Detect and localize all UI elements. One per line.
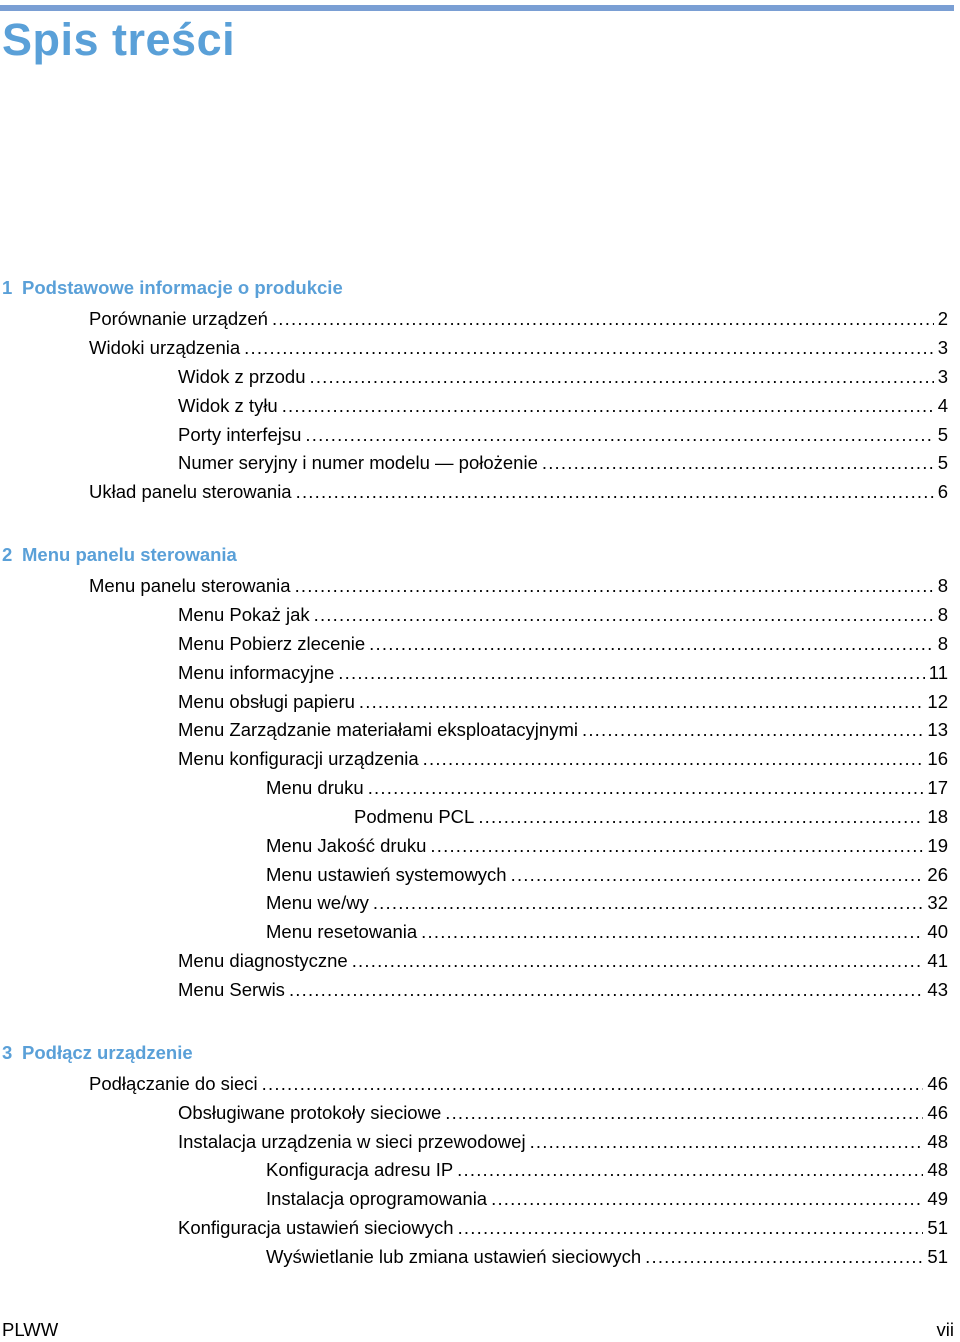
toc-entry-page: 46 — [927, 1102, 948, 1123]
toc-entry[interactable] — [178, 602, 948, 628]
toc-entry[interactable] — [178, 717, 948, 743]
toc-entry-label: Menu Pobierz zlecenie — [178, 633, 366, 654]
toc-entry-label: Instalacja oprogramowania — [266, 1188, 488, 1209]
toc-entry-page: 48 — [927, 1159, 948, 1180]
dot-leader — [296, 479, 934, 505]
toc-entry[interactable] — [178, 746, 948, 772]
toc-entry[interactable] — [89, 335, 948, 361]
dot-leader — [272, 306, 934, 332]
toc-entry-label: Konfiguracja ustawień sieciowych — [178, 1217, 454, 1238]
toc-entry-page: 19 — [927, 835, 948, 856]
dot-leader — [491, 1186, 923, 1212]
toc-entry-label: Menu druku — [266, 777, 364, 798]
dot-leader — [458, 1215, 924, 1241]
dot-leader — [282, 393, 934, 419]
dot-leader — [457, 1157, 923, 1183]
dot-leader — [530, 1129, 924, 1155]
toc-entry[interactable] — [178, 660, 948, 686]
toc-entry-page: 2 — [937, 308, 948, 329]
chapter-title: Podłącz urządzenie — [22, 1042, 193, 1063]
toc-entry-label: Menu diagnostyczne — [178, 950, 348, 971]
chapter-title: Podstawowe informacje o produkcie — [22, 277, 343, 298]
toc-entry[interactable] — [266, 1157, 948, 1183]
toc-entry-label: Podłączanie do sieci — [89, 1073, 258, 1094]
toc-entry[interactable] — [178, 631, 948, 657]
dot-leader — [478, 804, 923, 830]
toc-entry[interactable] — [266, 862, 948, 888]
toc-entry[interactable] — [178, 422, 948, 448]
toc-entry-page: 3 — [937, 366, 948, 387]
dot-leader — [310, 364, 934, 390]
toc-entry-label: Widok z tyłu — [178, 395, 278, 416]
toc-entry-label: Menu Zarządzanie materiałami eksploatacyjnymi — [178, 719, 578, 740]
toc-entry[interactable] — [178, 450, 948, 476]
toc-entry-label: Obsługiwane protokoły sieciowe — [178, 1102, 442, 1123]
dot-leader — [314, 602, 934, 628]
page-title: Spis treści — [2, 14, 236, 65]
toc-entry[interactable] — [178, 977, 948, 1003]
dot-leader — [338, 660, 924, 686]
dot-leader — [542, 450, 934, 476]
toc-entry[interactable] — [89, 479, 948, 505]
toc-entry-label: Menu ustawień systemowych — [266, 864, 507, 885]
toc-entry-label: Wyświetlanie lub zmiana ustawień sieciowych — [266, 1246, 642, 1267]
toc-entry-label: Menu Serwis — [178, 979, 285, 1000]
toc-entry-label: Widok z przodu — [178, 366, 306, 387]
toc-entry[interactable] — [266, 919, 948, 945]
toc-entry-label: Menu resetowania — [266, 921, 418, 942]
dot-leader — [244, 335, 934, 361]
toc-entry-page: 13 — [927, 719, 948, 740]
toc-entry-page: 4 — [937, 395, 948, 416]
toc-entry-page: 6 — [937, 481, 948, 502]
dot-leader — [421, 919, 923, 945]
toc-entry-label: Konfiguracja adresu IP — [266, 1159, 454, 1180]
toc-entry-page: 46 — [927, 1073, 948, 1094]
toc-entry-page: 8 — [937, 633, 948, 654]
toc-entry[interactable] — [266, 1186, 948, 1212]
toc-entry-page: 5 — [937, 424, 948, 445]
toc-entry-label: Porty interfejsu — [178, 424, 302, 445]
toc-entry-label: Menu we/wy — [266, 892, 369, 913]
toc-entry[interactable] — [266, 775, 948, 801]
toc-entry[interactable] — [89, 306, 948, 332]
dot-leader — [369, 631, 934, 657]
dot-leader — [368, 775, 924, 801]
chapter-number: 1 — [2, 277, 13, 298]
chapter-number: 3 — [2, 1042, 13, 1063]
toc-entry-page: 18 — [927, 806, 948, 827]
dot-leader — [645, 1244, 923, 1270]
footer-doc-code: PLWW — [2, 1319, 59, 1340]
toc-entry[interactable] — [178, 689, 948, 715]
dot-leader — [430, 833, 923, 859]
toc-entry[interactable] — [266, 1244, 948, 1270]
toc-entry-page: 32 — [927, 892, 948, 913]
toc-entry-label: Numer seryjny i numer modelu — położenie — [178, 452, 538, 473]
toc-entry-page: 5 — [937, 452, 948, 473]
toc-entry-label: Widoki urządzenia — [89, 337, 241, 358]
toc-entry-label: Menu panelu sterowania — [89, 575, 291, 596]
toc-entry-label: Menu informacyjne — [178, 662, 335, 683]
header-rule — [0, 5, 954, 11]
chapter-heading[interactable] — [2, 275, 343, 301]
toc-entry[interactable] — [178, 1100, 948, 1126]
toc-entry-label: Podmenu PCL — [354, 806, 475, 827]
dot-leader — [423, 746, 924, 772]
chapter-number: 2 — [2, 544, 13, 565]
toc-entry-page: 51 — [927, 1217, 948, 1238]
dot-leader — [359, 689, 924, 715]
toc-entry-label: Porównanie urządzeń — [89, 308, 268, 329]
toc-entry-page: 43 — [927, 979, 948, 1000]
dot-leader — [582, 717, 923, 743]
toc-entry-label: Menu Pokaż jak — [178, 604, 310, 625]
dot-leader — [289, 977, 923, 1003]
toc-entry-page: 26 — [927, 864, 948, 885]
dot-leader — [295, 573, 934, 599]
toc-entry-label: Menu obsługi papieru — [178, 691, 355, 712]
toc-entry-page: 49 — [927, 1188, 948, 1209]
toc-entry-label: Menu Jakość druku — [266, 835, 427, 856]
toc-entry[interactable] — [266, 890, 948, 916]
toc-entry-page: 8 — [937, 575, 948, 596]
toc-entry-page: 11 — [928, 662, 948, 683]
toc-entry-page: 12 — [927, 691, 948, 712]
toc-entry[interactable] — [354, 804, 948, 830]
toc-entry-page: 41 — [927, 950, 948, 971]
footer-page-number: vii — [936, 1319, 954, 1340]
dot-leader — [445, 1100, 923, 1126]
dot-leader — [373, 890, 924, 916]
dot-leader — [262, 1071, 924, 1097]
toc-entry-page: 3 — [937, 337, 948, 358]
toc-entry[interactable] — [178, 948, 948, 974]
chapter-heading[interactable] — [2, 1040, 193, 1066]
toc-entry-page: 17 — [927, 777, 948, 798]
dot-leader — [511, 862, 924, 888]
chapter-title: Menu panelu sterowania — [22, 544, 237, 565]
toc-entry[interactable] — [89, 1071, 948, 1097]
chapter-heading[interactable] — [2, 542, 237, 568]
toc-entry-page: 51 — [927, 1246, 948, 1267]
toc-entry[interactable] — [89, 573, 948, 599]
toc-entry[interactable] — [178, 1215, 948, 1241]
toc-entry-page: 16 — [927, 748, 948, 769]
toc-entry-label: Menu konfiguracji urządzenia — [178, 748, 419, 769]
toc-entry[interactable] — [178, 393, 948, 419]
toc-entry[interactable] — [266, 833, 948, 859]
toc-entry-page: 48 — [927, 1131, 948, 1152]
toc-entry[interactable] — [178, 364, 948, 390]
dot-leader — [352, 948, 924, 974]
dot-leader — [305, 422, 933, 448]
toc-entry-label: Instalacja urządzenia w sieci przewodowej — [178, 1131, 526, 1152]
toc-entry[interactable] — [178, 1129, 948, 1155]
toc-entry-page: 8 — [937, 604, 948, 625]
toc-entry-page: 40 — [927, 921, 948, 942]
toc-entry-label: Układ panelu sterowania — [89, 481, 292, 502]
